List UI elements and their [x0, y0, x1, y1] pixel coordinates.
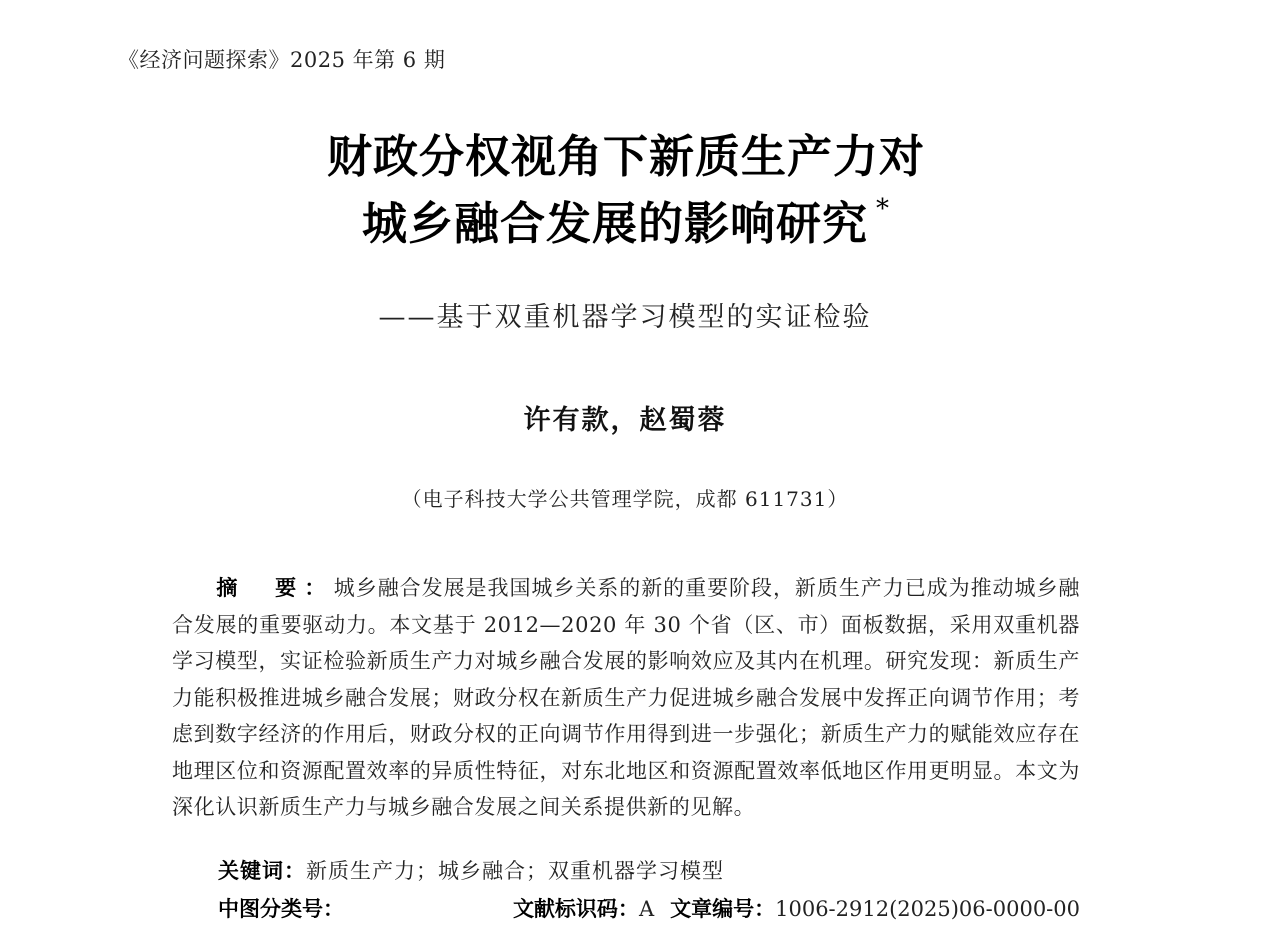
abstract-label: 摘 要：: [216, 576, 334, 600]
document-codes: [513, 893, 1080, 923]
clc-label: 中图分类号：: [218, 897, 344, 921]
keywords-text: 新质生产力；城乡融合；双重机器学习模型: [306, 859, 724, 883]
article-no-label: 文章编号：: [670, 897, 776, 921]
author-list: 许有款，赵蜀蓉: [523, 405, 727, 436]
paper-subtitle: ——基于双重机器学习模型的实证检验: [378, 302, 872, 333]
author-affiliation: （电子科技大学公共管理学院，成都 611731）: [401, 487, 849, 511]
doc-code-label: 文献标识码：: [512, 897, 639, 921]
title-footnote-mark[interactable]: *: [876, 194, 890, 224]
title-line-2-text: 城乡融合发展的影响研究: [361, 197, 868, 250]
doc-code-value: A: [638, 897, 655, 921]
title-line-1-text: 财政分权视角下新质生产力对: [326, 130, 925, 183]
keywords-line: [218, 855, 724, 885]
abstract-paragraph: [172, 570, 1080, 826]
journal-running-head: 《经济问题探索》2025 年第 6 期: [118, 48, 446, 72]
article-no-value: 1006-2912(2025)06-0000-00: [775, 897, 1080, 921]
paper-title-line-1: [0, 120, 1252, 185]
abstract-text: 城乡融合发展是我国城乡关系的新的重要阶段，新质生产力已成为推动城乡融合发展的重要驱动力。本文基于 2012—2020 年 30 个省（区、市）面板数据，采用双重机器学习模型，实证检验新质生产力对城乡融合发展的影响效应及其内在机理。研究发现：新质生产力能积极推进城乡融合发展；财政分权在新质生产力促进城乡融合发展中发挥正向调节作用；考虑到数字经济的作用后，财政分权的正向调节作用得到进一步强化；新质生产力的赋能效应存在地理区位和资源配置效率的异质性特征，对东北地区和资源配置效率低地区作用更明显。本文为深化认识新质生产力与城乡融合发展之间关系提供新的见解。: [172, 576, 1080, 819]
keywords-label: 关键词：: [218, 859, 306, 883]
classification-line: [218, 893, 1080, 923]
paper-title-line-2: [0, 187, 1252, 252]
